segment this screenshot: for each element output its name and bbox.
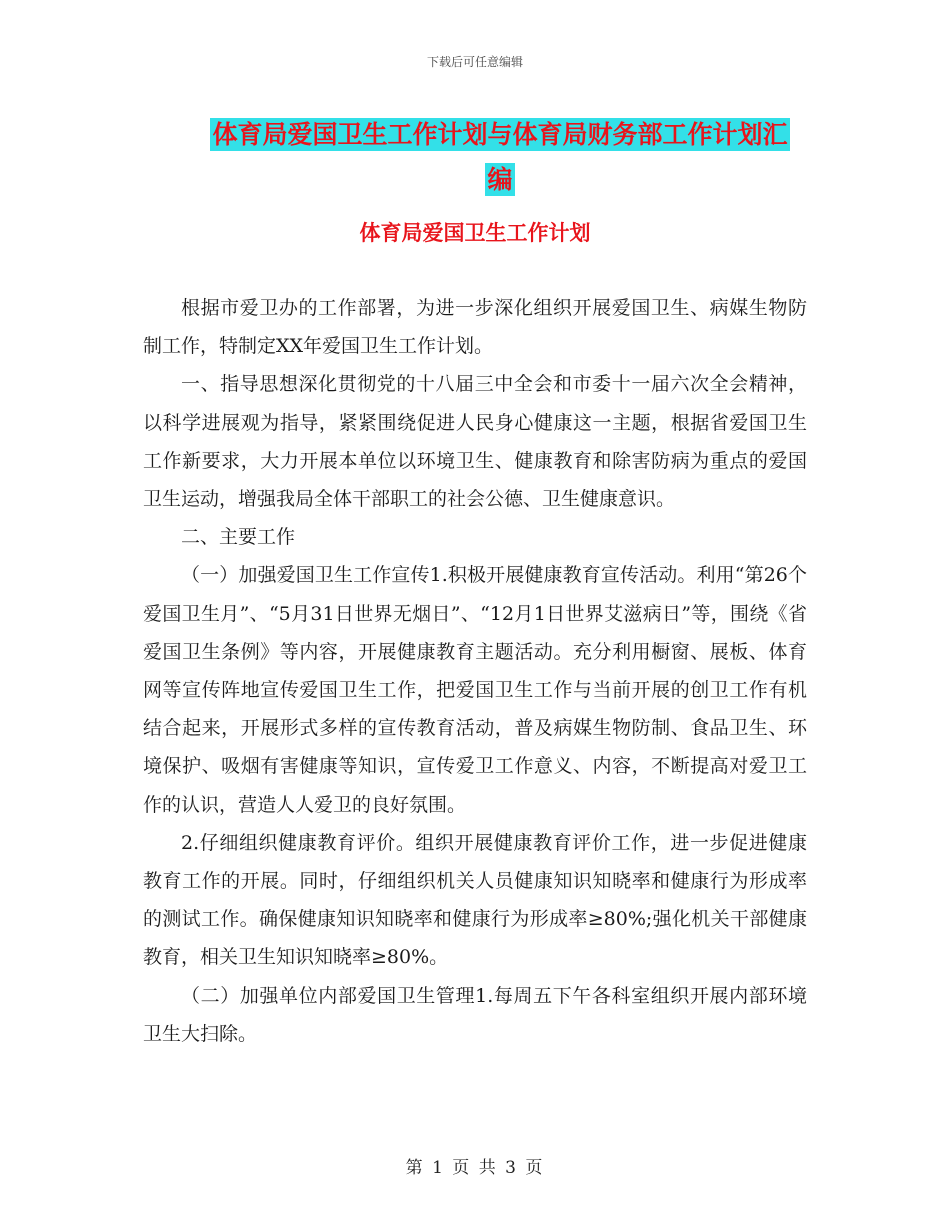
document-title (190, 112, 810, 202)
paragraph-evaluation: 2.仔细组织健康教育评价。组织开展健康教育评价工作，进一步促进健康教育工作的开展。同时，仔细组织机关人员健康知识知晓率和健康行为形成率的测试工作。确保健康知识知晓率和健康行为形成率≥80%;强化机关干部健康教育，相关卫生知识知晓率≥80%。 (143, 831, 807, 969)
paragraph-internal-management: （二）加强单位内部爱国卫生管理1.每周五下午各科室组织开展内部环境卫生大扫除。 (143, 984, 807, 1045)
paragraph-publicity: （一）加强爱国卫生工作宣传1.积极开展健康教育宣传活动。利用“第26个爱国卫生月”、“5月31日世界无烟日”、“12月1日世界艾滋病日”等，围绕《省爱国卫生条例》等内容，开展健康教育主题活动。充分利用橱窗、展板、体育网等宣传阵地宣传爱国卫生工作，把爱国卫生工作与当前开展的创卫工作有机结合起来，开展形式多样的宣传教育活动，普及病媒生物防制、食品卫生、环境保护、吸烟有害健康等知识，宣传爱卫工作意义、内容，不断提高对爱卫工作的认识，营造人人爱卫的良好氛围。 (143, 564, 807, 816)
page-footer: 第 1 页 共 3 页 (405, 1158, 545, 1178)
paragraph-intro: 根据市爱卫办的工作部署，为进一步深化组织开展爱国卫生、病媒生物防制工作，特制定XX年爱国卫生工作计划。 (143, 297, 807, 358)
document-body (143, 289, 807, 1053)
paragraph-guiding-ideology: 一、指导思想深化贯彻党的十八届三中全会和市委十一届六次全会精神，以科学进展观为指导，紧紧围绕促进人民身心健康这一主题，根据省爱国卫生工作新要求，大力开展本单位以环境卫生、健康教育和除害防病为重点的爱国卫生运动，增强我局全体干部职工的社会公德、卫生健康意识。 (143, 373, 807, 511)
section-title: 体育局爱国卫生工作计划 (359, 221, 591, 245)
document-title-line1: 体育局爱国卫生工作计划与体育局财务部工作计划汇 (212, 120, 788, 149)
document-title-line2: 编 (487, 165, 513, 194)
header-note: 下载后可任意编辑 (426, 55, 523, 69)
paragraph-main-work-heading: 二、主要工作 (181, 526, 296, 549)
